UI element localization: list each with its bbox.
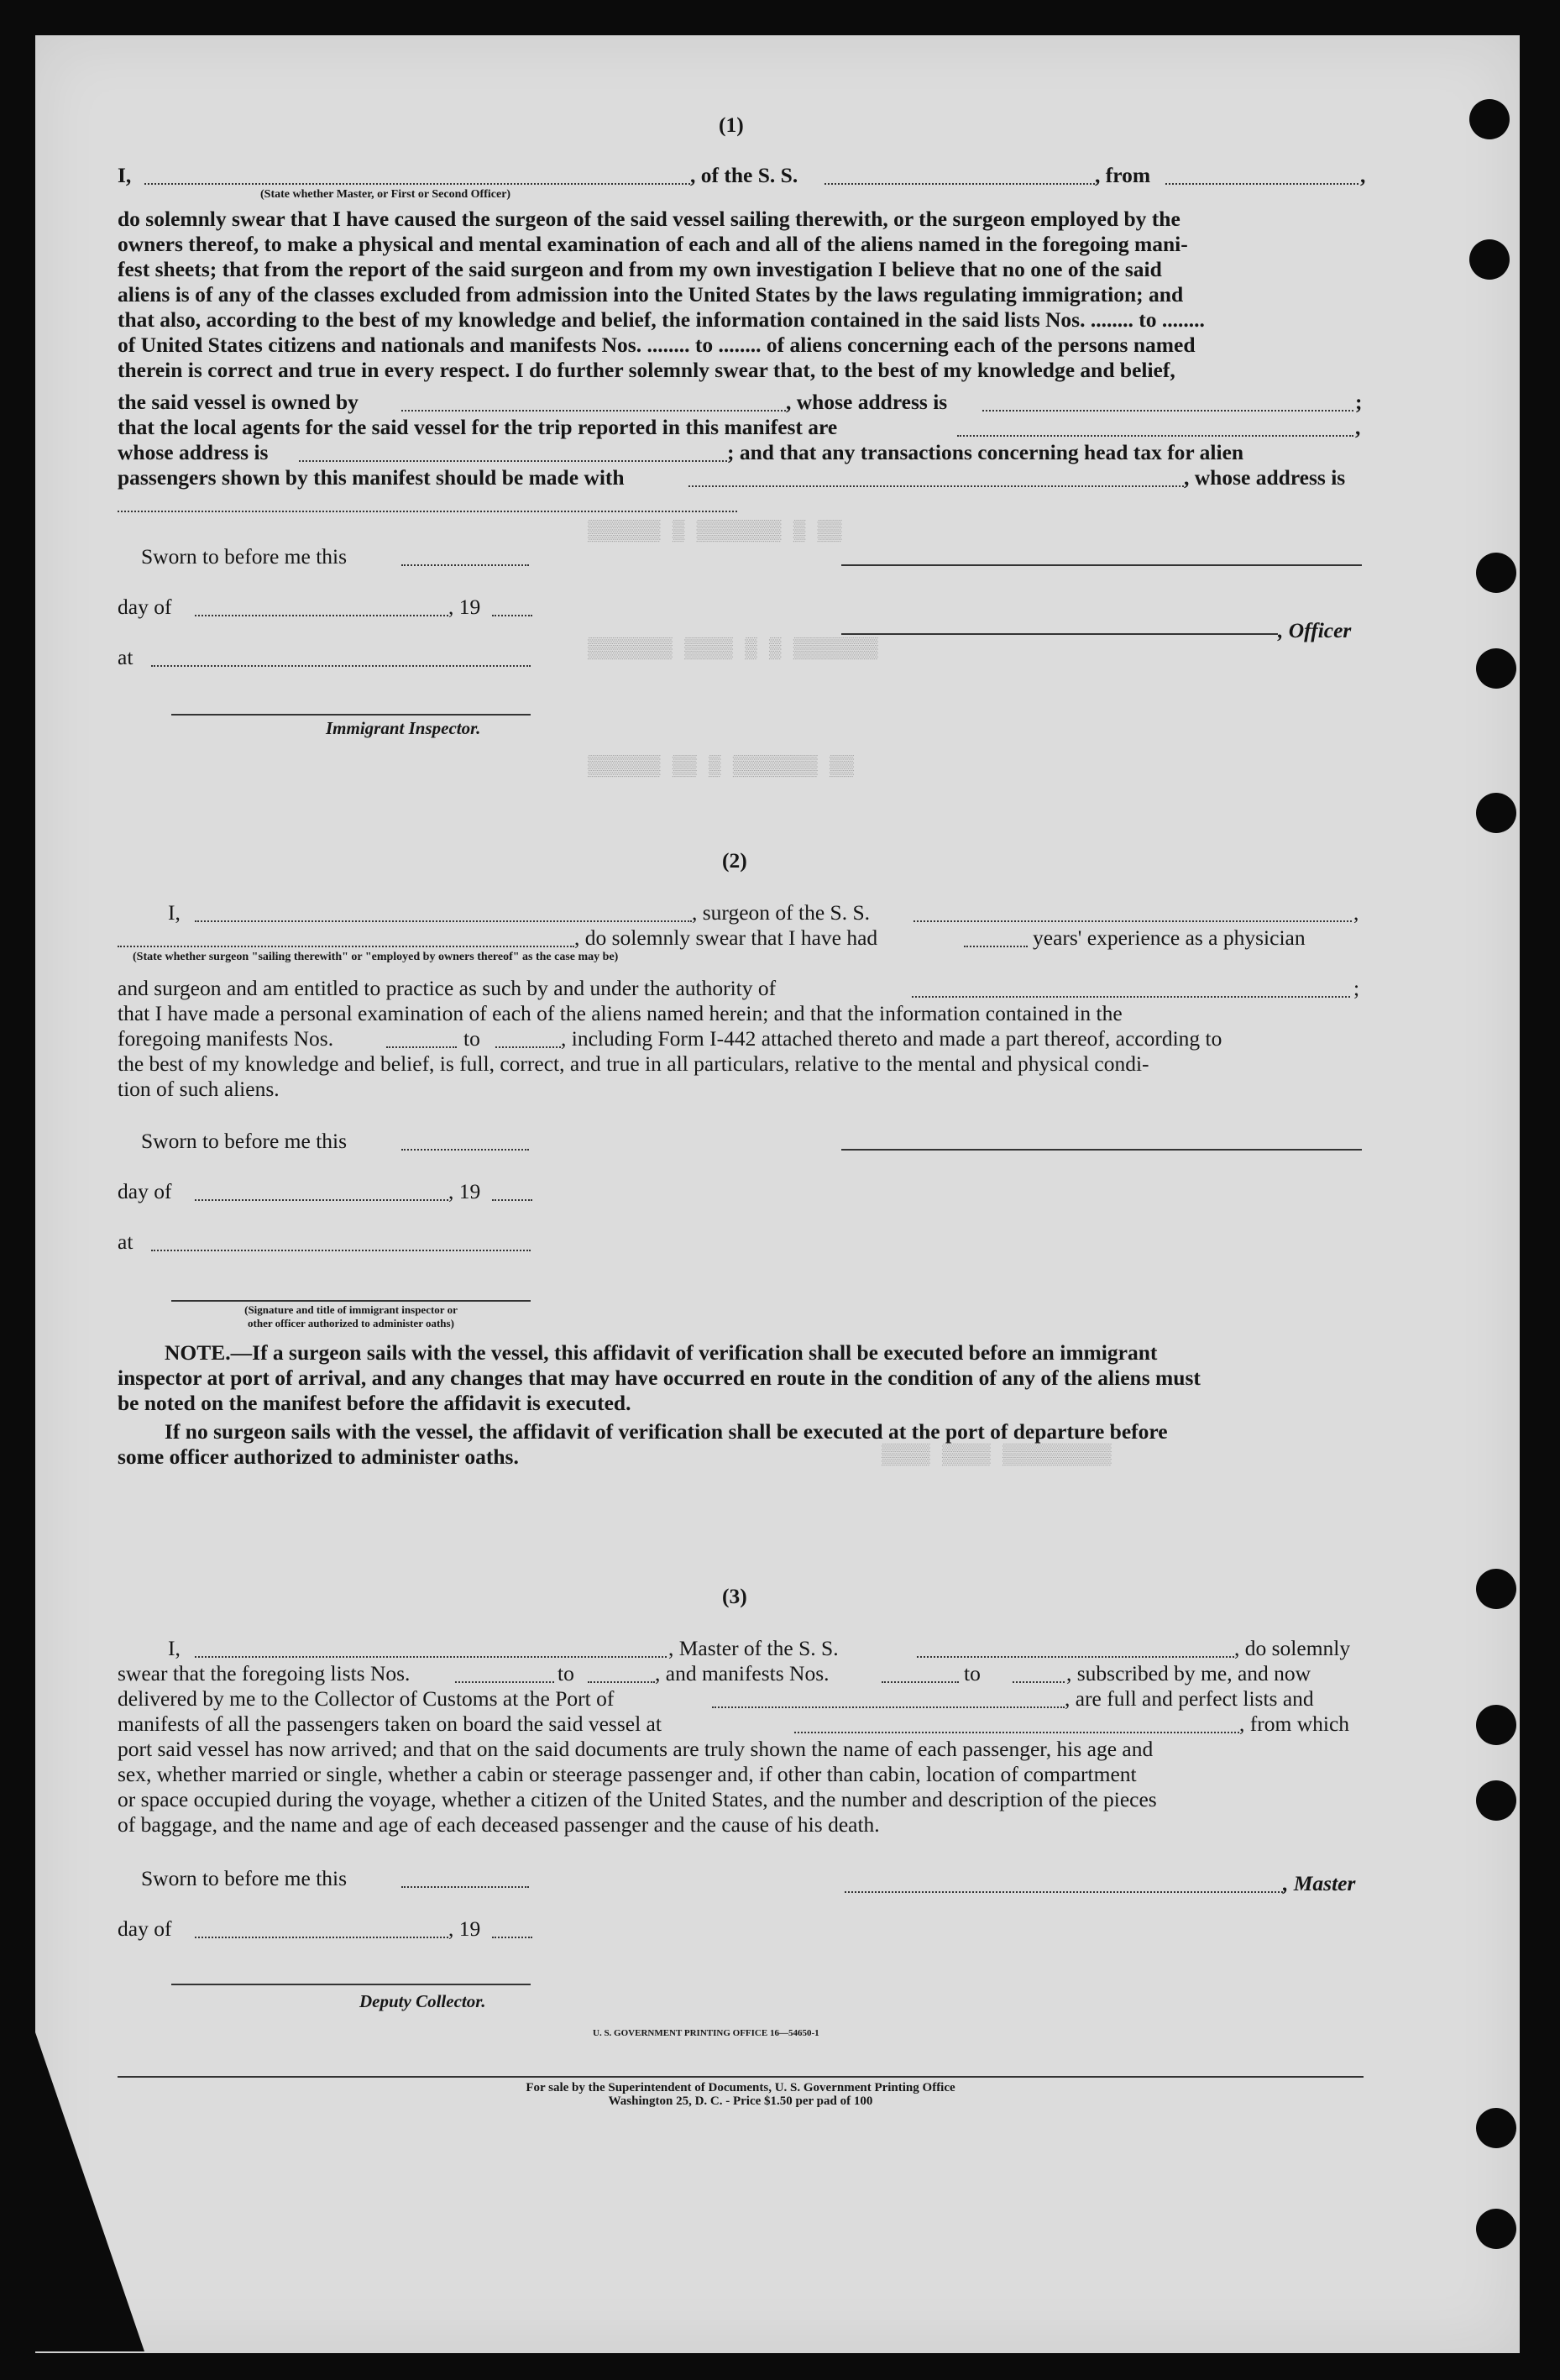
binder-hole (1476, 793, 1516, 833)
head-tax-address-field[interactable] (118, 511, 737, 512)
head-tax-contact-label: passengers shown by this manifest should be made with (118, 465, 625, 490)
bleed-through-mark: ▒▒▒▒▒▒ ▒ ▒▒▒▒▒▒▒ ▒ ▒▒ (588, 521, 842, 543)
inspector-signature-line[interactable] (171, 1300, 531, 1302)
officer-rank-caption: (State whether Master, or First or Second Officer) (260, 188, 511, 201)
manifests-to-field[interactable] (1013, 1681, 1065, 1683)
master-name-field[interactable] (195, 1656, 667, 1658)
note-text: NOTE.—If a surgeon sails with the vessel, this affidavit of verification shall be executed before an immigrant (165, 1340, 1158, 1365)
agents-address-label: whose address is (118, 440, 269, 464)
day-of-label: day of (118, 1179, 172, 1203)
agents-address-field[interactable] (299, 460, 727, 462)
binder-hole (1476, 553, 1516, 593)
s3-paragraph: port said vessel has now arrived; and that on the said documents are truly shown the name of each passenger, his age and (118, 1737, 1154, 1761)
manifest-to-field[interactable] (495, 1046, 561, 1048)
bleed-through-mark: ▒▒▒▒▒▒▒ ▒▒▒▒ ▒ ▒ ▒▒▒▒▒▒▒ (588, 638, 878, 661)
s3-paragraph: or space occupied during the voyage, whether a citizen of the United States, and the number and description of the pieces (118, 1787, 1157, 1811)
head-tax-address-label: , whose address is (1184, 465, 1346, 490)
oath-paragraph: therein is correct and true in every respect. I do further solemnly swear that, to the best of my knowledge and belief, (118, 358, 1175, 382)
binder-hole (1476, 2108, 1516, 2148)
oath-paragraph: do solemnly swear that I have caused the surgeon of the said vessel sailing therewith, or the surgeon employed by the (118, 207, 1180, 231)
collector-signature-line[interactable] (171, 1984, 531, 1985)
oath-paragraph: fest sheets; that from the report of the said surgeon and from my own investigation I believe that no one of the said (118, 257, 1162, 281)
s2-oath-label: , do solemnly swear that I have had (574, 925, 878, 950)
s2-paragraph: that I have made a personal examination of each of the aliens named herein; and that the information contained in the (118, 1001, 1123, 1025)
from-port-field[interactable] (1165, 183, 1358, 185)
section-1-number: (1) (719, 113, 744, 137)
s2-manifests-label: foregoing manifests Nos. (118, 1026, 334, 1051)
s1-from-label: , from (1095, 163, 1151, 187)
month-field[interactable] (195, 615, 448, 616)
at-label: at (118, 1229, 133, 1254)
s3-solemnly-label: , do solemnly (1234, 1636, 1351, 1660)
officer-title-line[interactable] (841, 633, 1278, 635)
bleed-through-mark: ▒▒▒▒ ▒▒▒▒ ▒▒▒▒▒▒▒▒▒ (882, 1444, 1112, 1467)
binder-hole (1476, 1705, 1516, 1745)
s2-form-label: , including Form I-442 attached thereto and made a part thereof, according to (561, 1026, 1222, 1051)
place-field[interactable] (151, 1250, 531, 1251)
s3-paragraph: sex, whether married or single, whether a cabin or steerage passenger and, if other than cabin, location of compartment (118, 1762, 1137, 1786)
year-field[interactable] (492, 615, 532, 616)
month-field[interactable] (195, 1937, 448, 1938)
note-text: some officer authorized to administer oaths. (118, 1444, 519, 1469)
day-of-label: day of (118, 1916, 172, 1941)
authority-field[interactable] (912, 996, 1350, 998)
surgeon-name-field[interactable] (195, 920, 692, 922)
bleed-through-mark: ▒▒▒▒▒▒ ▒▒ ▒ ▒▒▒▒▒▒▒ ▒▒ (588, 756, 854, 778)
manifest-from-field[interactable] (386, 1046, 457, 1048)
s2-i-label: I, (168, 900, 181, 925)
agents-label: that the local agents for the said vessel for the trip reported in this manifest are (118, 415, 838, 439)
s2-to-label: to (463, 1026, 480, 1051)
sworn-day-field[interactable] (401, 564, 529, 566)
s3-to-label: to (964, 1661, 981, 1685)
surgeon-status-field[interactable] (118, 946, 574, 947)
inspector-label: Immigrant Inspector. (326, 718, 481, 738)
binder-hole (1476, 2209, 1516, 2249)
lists-to-field[interactable] (588, 1681, 655, 1683)
oath-paragraph: aliens is of any of the classes excluded from admission into the United States by the laws regulating immigration; and (118, 282, 1184, 307)
day-of-label: day of (118, 595, 172, 619)
s2-ship-label: , surgeon of the S. S. (692, 900, 871, 925)
s3-to-label: to (558, 1661, 574, 1685)
ship-name-field[interactable] (824, 183, 1095, 185)
sworn-label: Sworn to before me this (141, 1866, 348, 1890)
binder-hole (1476, 648, 1516, 689)
sale-notice: For sale by the Superintendent of Documents, U. S. Government Printing Office (526, 2081, 955, 2094)
section-2-number: (2) (722, 848, 747, 873)
binder-hole (1476, 1569, 1516, 1609)
s2-physician-label: years' experience as a physician (1033, 925, 1306, 950)
port-field[interactable] (712, 1706, 1065, 1708)
sale-notice: Washington 25, D. C. - Price $1.50 per pad of 100 (608, 2094, 873, 2108)
s1-i-label: I, (118, 163, 132, 187)
surgeon-ship-field[interactable] (913, 920, 1352, 922)
owner-field[interactable] (401, 410, 786, 412)
s3-manifests-label: , and manifests Nos. (655, 1661, 830, 1685)
boarding-port-field[interactable] (794, 1732, 1239, 1733)
s3-subscribed-label: , subscribed by me, and now (1066, 1661, 1311, 1685)
sworn-label: Sworn to before me this (141, 544, 348, 569)
sworn-day-field[interactable] (401, 1149, 529, 1151)
binder-hole (1469, 239, 1510, 280)
head-tax-label: ; and that any transactions concerning head tax for alien (727, 440, 1244, 464)
surgeon-status-caption: (State whether surgeon "sailing therewith" or "employed by owners thereof" as the case may be) (133, 951, 619, 963)
master-ship-field[interactable] (917, 1656, 1234, 1658)
binder-hole (1476, 1780, 1516, 1821)
note-text: inspector at port of arrival, and any changes that may have occurred en route in the condition of any of the aliens must (118, 1366, 1201, 1390)
owner-address-label: , whose address is (786, 390, 948, 414)
owner-address-field[interactable] (982, 410, 1353, 412)
month-field[interactable] (195, 1199, 448, 1201)
at-label: at (118, 645, 133, 669)
agents-field[interactable] (957, 435, 1353, 437)
oath-paragraph: that also, according to the best of my knowledge and belief, the information contained in the said lists Nos. ........ to ........ (118, 307, 1205, 332)
sworn-label: Sworn to before me this (141, 1129, 348, 1153)
lists-from-field[interactable] (455, 1681, 554, 1683)
year-label: , 19 (448, 1179, 481, 1203)
s3-paragraph: of baggage, and the name and age of each deceased passenger and the cause of his death. (118, 1812, 880, 1837)
s3-from-which-label: , from which (1239, 1712, 1350, 1736)
officer-signature-line[interactable] (841, 564, 1362, 566)
s2-paragraph: tion of such aliens. (118, 1077, 280, 1101)
s3-boarded-label: manifests of all the passengers taken on board the said vessel at (118, 1712, 662, 1736)
footer-divider (118, 2076, 1364, 2078)
place-field[interactable] (151, 665, 531, 667)
master-signature-line[interactable] (845, 1891, 1283, 1893)
s1-ship-label: , of the S. S. (690, 163, 798, 187)
master-label: , Master (1283, 1871, 1356, 1895)
binder-hole (1469, 99, 1510, 139)
section-3-number: (3) (722, 1584, 747, 1608)
s3-i-label: I, (168, 1636, 181, 1660)
head-tax-contact-field[interactable] (688, 485, 1184, 487)
signature-caption: other officer authorized to administer oaths) (248, 1317, 454, 1329)
year-label: , 19 (448, 1916, 481, 1941)
collector-label: Deputy Collector. (359, 1991, 486, 2011)
officer-name-field[interactable] (144, 183, 690, 185)
sworn-day-field[interactable] (401, 1886, 529, 1888)
manifests-from-field[interactable] (882, 1681, 959, 1683)
s2-authority-label: and surgeon and am entitled to practice as such by and under the authority of (118, 976, 777, 1000)
officer-label: , Officer (1278, 618, 1352, 642)
years-experience-field[interactable] (964, 946, 1028, 947)
form-page (35, 35, 1520, 2353)
s3-lists-label: swear that the foregoing lists Nos. (118, 1661, 411, 1685)
gpo-imprint: U. S. GOVERNMENT PRINTING OFFICE 16—54650-1 (593, 2028, 819, 2038)
surgeon-signature-line[interactable] (841, 1149, 1362, 1151)
s3-lists-perfect-label: , are full and perfect lists and (1065, 1686, 1314, 1711)
year-field[interactable] (492, 1199, 532, 1201)
folded-corner (35, 2032, 144, 2351)
signature-caption: (Signature and title of immigrant inspector or (244, 1303, 458, 1316)
note-text: If no surgeon sails with the vessel, the affidavit of verification shall be executed at the port of departure before (165, 1419, 1168, 1444)
note-text: be noted on the manifest before the affidavit is executed. (118, 1391, 631, 1415)
s3-ship-label: , Master of the S. S. (668, 1636, 839, 1660)
s3-port-label: delivered by me to the Collector of Customs at the Port of (118, 1686, 615, 1711)
year-field[interactable] (492, 1937, 532, 1938)
year-label: , 19 (448, 595, 481, 619)
oath-paragraph: owners thereof, to make a physical and mental examination of each and all of the aliens named in the foregoing mani- (118, 232, 1188, 256)
s2-paragraph: the best of my knowledge and belief, is full, correct, and true in all particulars, relative to the mental and physical condi- (118, 1051, 1149, 1076)
oath-paragraph: of United States citizens and nationals and manifests Nos. ........ to ........ of aliens concerning each of the persons named (118, 333, 1196, 357)
owner-label: the said vessel is owned by (118, 390, 359, 414)
